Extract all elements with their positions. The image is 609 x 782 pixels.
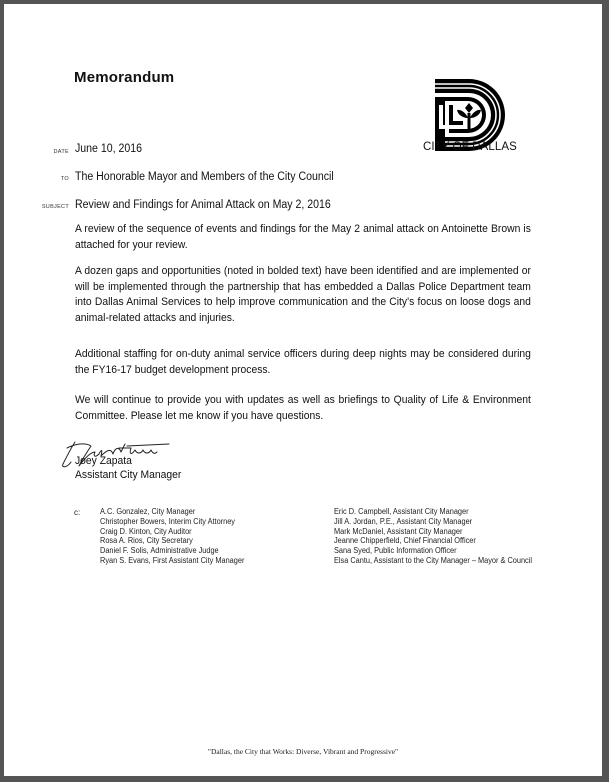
cc-recipient: Craig D. Kinton, City Auditor [100, 526, 192, 536]
cc-recipient: Jeanne Chipperfield, Chief Financial Officer [334, 536, 476, 546]
cc-recipient: Daniel F. Solis, Administrative Judge [100, 546, 219, 556]
cc-recipient: Mark McDaniel, Assistant City Manager [334, 526, 463, 536]
body-paragraph-3: Additional staffing for on-duty animal service officers during deep nights may be considered during the FY16-17 budget development process. [75, 348, 531, 376]
cc-recipient: Jill A. Jordan, P.E., Assistant City Manager [334, 516, 473, 526]
signer-title: Assistant City Manager [75, 469, 182, 481]
cc-recipient: Elsa Cantu, Assistant to the City Manager – Mayor & Council [334, 555, 533, 565]
signer-name: Joey Zapata [75, 455, 132, 467]
date-label: DATE [53, 149, 69, 155]
to-value: The Honorable Mayor and Members of the City Council [75, 171, 334, 183]
cc-list-right [334, 507, 532, 566]
body-paragraph-2: A dozen gaps and opportunities (noted in bolded text) have been identified and are implemented or will be implemented through the partnership that has embedded a Dallas Police Department team into Dallas Animal Services to help improve communication and the City's focus on loose dogs and animal-related attacks and injuries. [75, 265, 531, 324]
memo-page [4, 4, 602, 776]
footer-motto: "Dallas, the City that Works: Diverse, Vibrant and Progressive" [207, 747, 399, 756]
memo-title: Memorandum [74, 69, 175, 86]
cc-recipient: Eric D. Campbell, Assistant City Manager [334, 507, 469, 516]
body-paragraph-1: A review of the sequence of events and findings for the May 2 animal attack on Antoinette Brown is attached for your review. [75, 223, 531, 251]
date-value: June 10, 2016 [75, 143, 143, 155]
cc-recipient: Sana Syed, Public Information Officer [334, 546, 457, 556]
body-paragraph-4: We will continue to provide you with updates as well as briefings to Quality of Life & Environment Committee. Please let me know if you have questions. [75, 394, 531, 422]
subject-label: SUBJECT [41, 204, 69, 210]
cc-recipient: A.C. Gonzalez, City Manager [100, 507, 196, 516]
cc-recipient: Christopher Bowers, Interim City Attorney [100, 516, 235, 526]
subject-value: Review and Findings for Animal Attack on May 2, 2016 [75, 199, 331, 211]
cc-recipient: Rosa A. Rios, City Secretary [100, 536, 193, 546]
to-label: TO [60, 176, 69, 182]
organization-name: CITY OF DALLAS [423, 141, 517, 153]
cc-label: c: [74, 508, 81, 517]
cc-recipient: Ryan S. Evans, First Assistant City Manager [100, 555, 245, 565]
cc-list-left [100, 507, 244, 566]
